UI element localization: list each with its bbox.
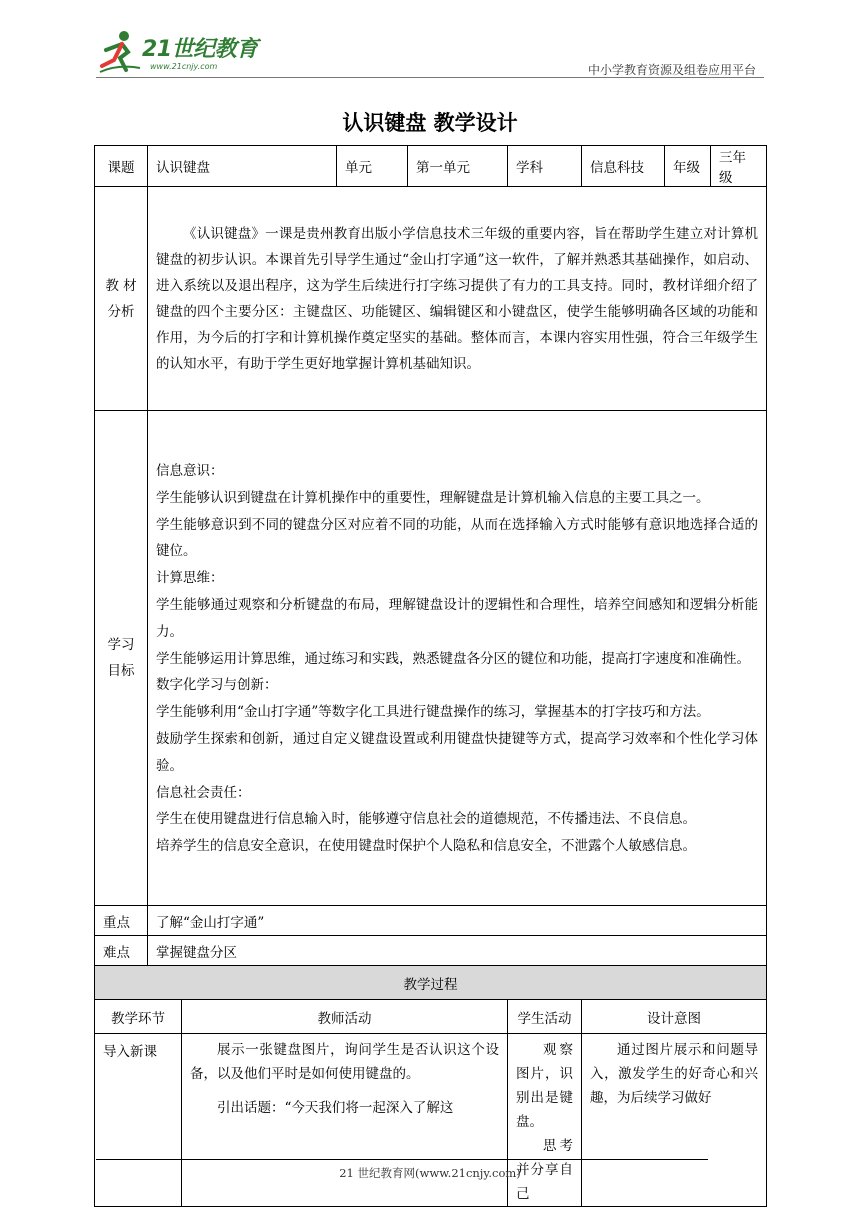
key-point-row xyxy=(95,906,767,936)
difficulty-text: 掌握键盘分区 xyxy=(148,936,767,966)
logo-url: www.21cnjy.com xyxy=(150,62,218,71)
difficulty-label: 难点 xyxy=(95,936,148,966)
grade-label: 年级 xyxy=(665,146,711,187)
objective-line: 培养学生的信息安全意识，在使用键盘时保护个人隐私和信息安全，不泄露个人敏感信息。 xyxy=(156,838,696,855)
document-title: 认识键盘 教学设计 xyxy=(342,111,518,135)
key-point-text: 了解“金山打字通” xyxy=(148,906,767,936)
column-teacher: 教师活动 xyxy=(182,1000,508,1034)
unit-value: 第一单元 xyxy=(408,146,508,187)
objective-line: 信息意识： xyxy=(156,463,224,480)
objective-line: 学生在使用键盘进行信息输入时，能够遵守信息社会的道德规范，不传播违法、不良信息。 xyxy=(156,811,696,828)
learning-objectives xyxy=(148,411,767,906)
subject-value: 信息科技 xyxy=(582,146,665,187)
footer-divider xyxy=(96,1159,708,1160)
column-stage: 教学环节 xyxy=(95,1000,182,1034)
design-intent: 通过图片展示和问题导入，激发学生的好奇心和兴趣，为后续学习做好 xyxy=(582,1034,767,1207)
process-header: 教学过程 xyxy=(95,966,767,1000)
topic-value: 认识键盘 xyxy=(148,146,337,187)
teacher-activity: 展示一张键盘图片，询问学生是否认识这个设备，以及他们平时是如何使用键盘的。 引出话题：“今天我们将一起深入了解这 xyxy=(182,1034,508,1207)
material-analysis xyxy=(148,187,767,411)
objective-line: 数字化学习与创新： xyxy=(156,677,278,694)
platform-name: 中小学教育资源及组卷应用平台 xyxy=(587,63,756,77)
objective-line: 学生能够意识到不同的键盘分区对应着不同的功能，从而在选择输入方式时能够有意识地选择合适的键位。 xyxy=(156,516,759,560)
material-text: 《认识键盘》一课是贵州教育出版小学信息技术三年级的重要内容，旨在帮助学生建立对计算机键盘的初步认识。本课首先引导学生通过“金山打字通”这一软件，了解并熟悉其基础操作，如启动、进入系统以及退出程序，这为学生后续进行打字练习提供了有力的工具支持。同时，教材详细介绍了键盘的四个主要分区：主键盘区、功能键区、编辑键区和小键盘区，使学生能够明确各区域的功能和作用，为今后的打字和计算机操作奠定坚实的基础。整体而言，本课内容实用性强，符合三年级学生的认知水平，有助于学生更好地掌握计算机基础知识。 xyxy=(156,225,759,372)
process-header-row xyxy=(95,966,767,1000)
subject-label: 学科 xyxy=(508,146,582,187)
objective-line: 信息社会责任： xyxy=(156,784,251,801)
key-point-label: 重点 xyxy=(95,906,148,936)
column-student: 学生活动 xyxy=(508,1000,582,1034)
student-activity: 观察图片，识别出是键盘。 思考并分享自己 xyxy=(508,1034,582,1207)
process-columns-row xyxy=(95,1000,767,1034)
header-divider xyxy=(96,77,764,78)
column-intent: 设计意图 xyxy=(582,1000,767,1034)
material-label: 教 材 分析 xyxy=(95,187,148,411)
page-header xyxy=(96,28,764,80)
objectives-label: 学习 目标 xyxy=(95,411,148,906)
runner-logo-icon xyxy=(96,28,142,76)
difficulty-row xyxy=(95,936,767,966)
objective-line: 计算思维： xyxy=(156,570,224,587)
objective-line: 学生能够通过观察和分析键盘的布局，理解键盘设计的逻辑性和合理性，培养空间感知和逻辑分析能力。 xyxy=(156,597,759,640)
page-footer: 21 世纪教育网(www.21cnjy.com) xyxy=(339,1166,521,1180)
objective-line: 学生能够利用“金山打字通”等数字化工具进行键盘操作的练习，掌握基本的打字技巧和方法。 xyxy=(156,704,710,721)
logo-text: 21世纪教育 xyxy=(142,37,258,62)
unit-label: 单元 xyxy=(337,146,408,187)
objective-line: 学生能够认识到键盘在计算机操作中的重要性，理解键盘是计算机输入信息的主要工具之一。 xyxy=(156,489,710,506)
objective-line: 学生能够运用计算思维，通过练习和实践，熟悉键盘各分区的键位和功能，提高打字速度和准确性。 xyxy=(156,650,750,667)
info-row xyxy=(95,146,767,187)
topic-label: 课题 xyxy=(95,146,148,187)
lesson-plan-table xyxy=(94,145,767,1207)
grade-value: 三年级 xyxy=(711,146,767,187)
objectives-row xyxy=(95,411,767,906)
logo xyxy=(96,28,266,78)
objective-line: 鼓励学生探索和创新，通过自定义键盘设置或利用键盘快捷键等方式，提高学习效率和个性化学习体验。 xyxy=(156,730,759,774)
stage-cell: 导入新课 xyxy=(95,1034,182,1207)
material-row xyxy=(95,187,767,411)
